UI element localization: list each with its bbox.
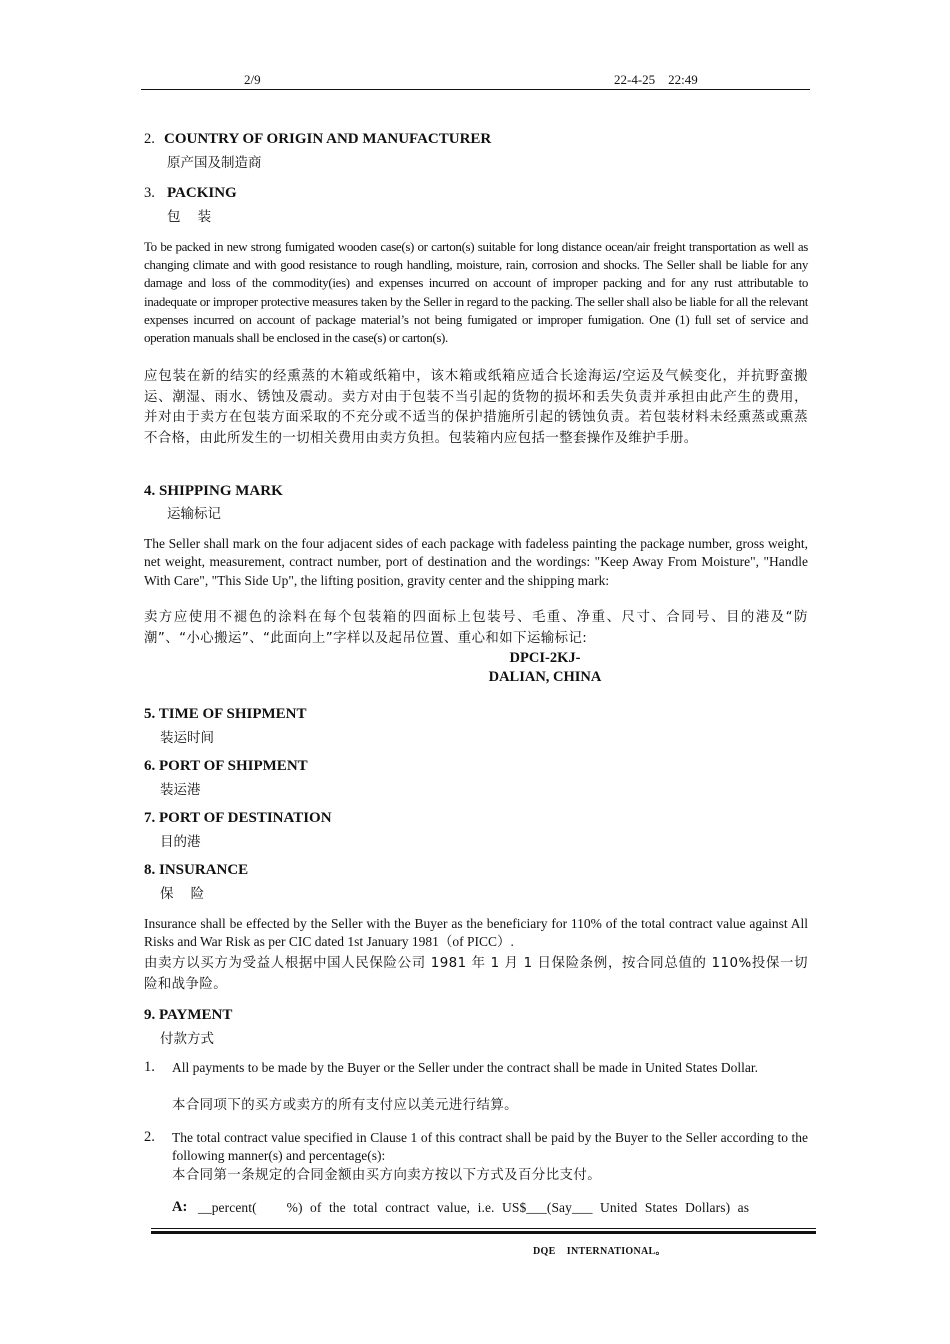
footer-rule-thin [151, 1228, 816, 1229]
section-8-title-cn: 保 险 [160, 886, 205, 902]
footer-company: DQE INTERNATIONAL。 [533, 1246, 666, 1257]
payment-item-2-text-cn: 本合同第一条规定的合同金额由买方向卖方按以下方式及百分比支付。 [172, 1168, 602, 1183]
section-7-title-cn: 目的港 [160, 834, 201, 850]
print-datetime: 22-4-25 22:49 [614, 72, 698, 87]
payment-item-2-number: 2. [144, 1129, 155, 1145]
packing-text-en: To be packed in new strong fumigated wooden case(s) or carton(s) suitable for long distance ocean/air freight transportation as well as changing climate and with good resistance to rough handling, moisture, rain, corrosion and shocks. The Seller shall be liable for any damage and loss of the commodity(ies) and expenses incurred on account of improper packing and for any rust attributable to inadequate or improper protective measures taken by the Seller in regard to the packing. The seller shall also be liable for all the relevant expenses incurred on account of package material’s not being fumigated or improper fumigation. One (1) full set of service and operation manuals shall be enclosed in the case(s) or carton(s). [144, 239, 808, 346]
payment-option-a-text: __percent( %) of the total contract value, i.e. US$___(Say___ United States Dollars) as [198, 1200, 750, 1215]
payment-item-2-text-en: The total contract value specified in Clause 1 of this contract shall be paid by the Buyer to the Seller according to the following manner(s) and percentage(s): [172, 1130, 808, 1164]
section-5-title-cn: 装运时间 [160, 730, 214, 746]
section-4-title: 4. SHIPPING MARK [144, 483, 283, 499]
packing-text-cn: 应包装在新的结实的经熏蒸的木箱或纸箱中，该木箱或纸箱应适合长途海运/空运及气候变化，并抗野蛮搬运、潮湿、雨水、锈蚀及震动。卖方对由于包装不当引起的货物的损坏和丢失负责并承担由此产生的费用，并对由于卖方在包装方面采取的不充分或不适当的保护措施所引起的锈蚀负责。若包装材料未经熏蒸或熏蒸不合格，由此所发生的一切相关费用由卖方负担。包装箱内应包括一整套操作及维护手册。 [144, 369, 808, 446]
section-3-title: PACKING [167, 185, 237, 201]
section-2-number: 2. [144, 131, 155, 147]
section-3-title-cn: 包 装 [167, 209, 212, 225]
section-2-title: COUNTRY OF ORIGIN AND MANUFACTURER [164, 131, 492, 147]
shipping-mark-text-en: The Seller shall mark on the four adjacent sides of each package with fadeless painting the package number, gross weight, net weight, measurement, contract number, port of destination and the wordings: "Keep Away From Moisture", "Handle With Care", "This Side Up", the lifting position, gravity center and the shipping mark: [144, 536, 808, 588]
shipping-mark-line-2: DALIAN, CHINA [488, 669, 602, 685]
page-number: 2/9 [244, 72, 261, 87]
section-5-title: 5. TIME OF SHIPMENT [144, 706, 307, 722]
section-2-title-cn: 原产国及制造商 [167, 155, 262, 171]
insurance-text-cn: 由卖方以买方为受益人根据中国人民保险公司 1981 年 1 月 1 日保险条例，按合同总值的 110%投保一切险和战争险。 [144, 956, 808, 992]
payment-item-1-number: 1. [144, 1059, 155, 1075]
payment-item-1-text-en: All payments to be made by the Buyer or the Seller under the contract shall be made in United States Dollar. [172, 1060, 758, 1075]
shipping-mark-text-cn: 卖方应使用不褪色的涂料在每个包装箱的四面标上包装号、毛重、净重、尺寸、合同号、目的港及“防潮”、“小心搬运”、“此面向上”字样以及起吊位置、重心和如下运输标记: [144, 610, 808, 646]
section-3-number: 3. [144, 185, 155, 201]
footer-rule-thick [151, 1231, 816, 1234]
section-8-title: 8. INSURANCE [144, 862, 249, 878]
header-rule [141, 89, 810, 90]
payment-item-1-text-cn: 本合同项下的买方或卖方的所有支付应以美元进行结算。 [172, 1098, 519, 1113]
section-6-title: 6. PORT OF SHIPMENT [144, 758, 308, 774]
payment-option-a-label: A: [172, 1199, 188, 1215]
section-9-title-cn: 付款方式 [160, 1031, 214, 1047]
insurance-text-en: Insurance shall be effected by the Seller with the Buyer as the beneficiary for 110% of the total contract value against All Risks and War Risk as per CIC dated 1st January 1981（of PICC）. [144, 916, 808, 950]
section-6-title-cn: 装运港 [160, 782, 201, 798]
section-4-title-cn: 运输标记 [167, 506, 221, 522]
section-7-title: 7. PORT OF DESTINATION [144, 810, 332, 826]
section-9-title: 9. PAYMENT [144, 1007, 233, 1023]
shipping-mark-line-1: DPCI-2KJ- [509, 650, 581, 666]
